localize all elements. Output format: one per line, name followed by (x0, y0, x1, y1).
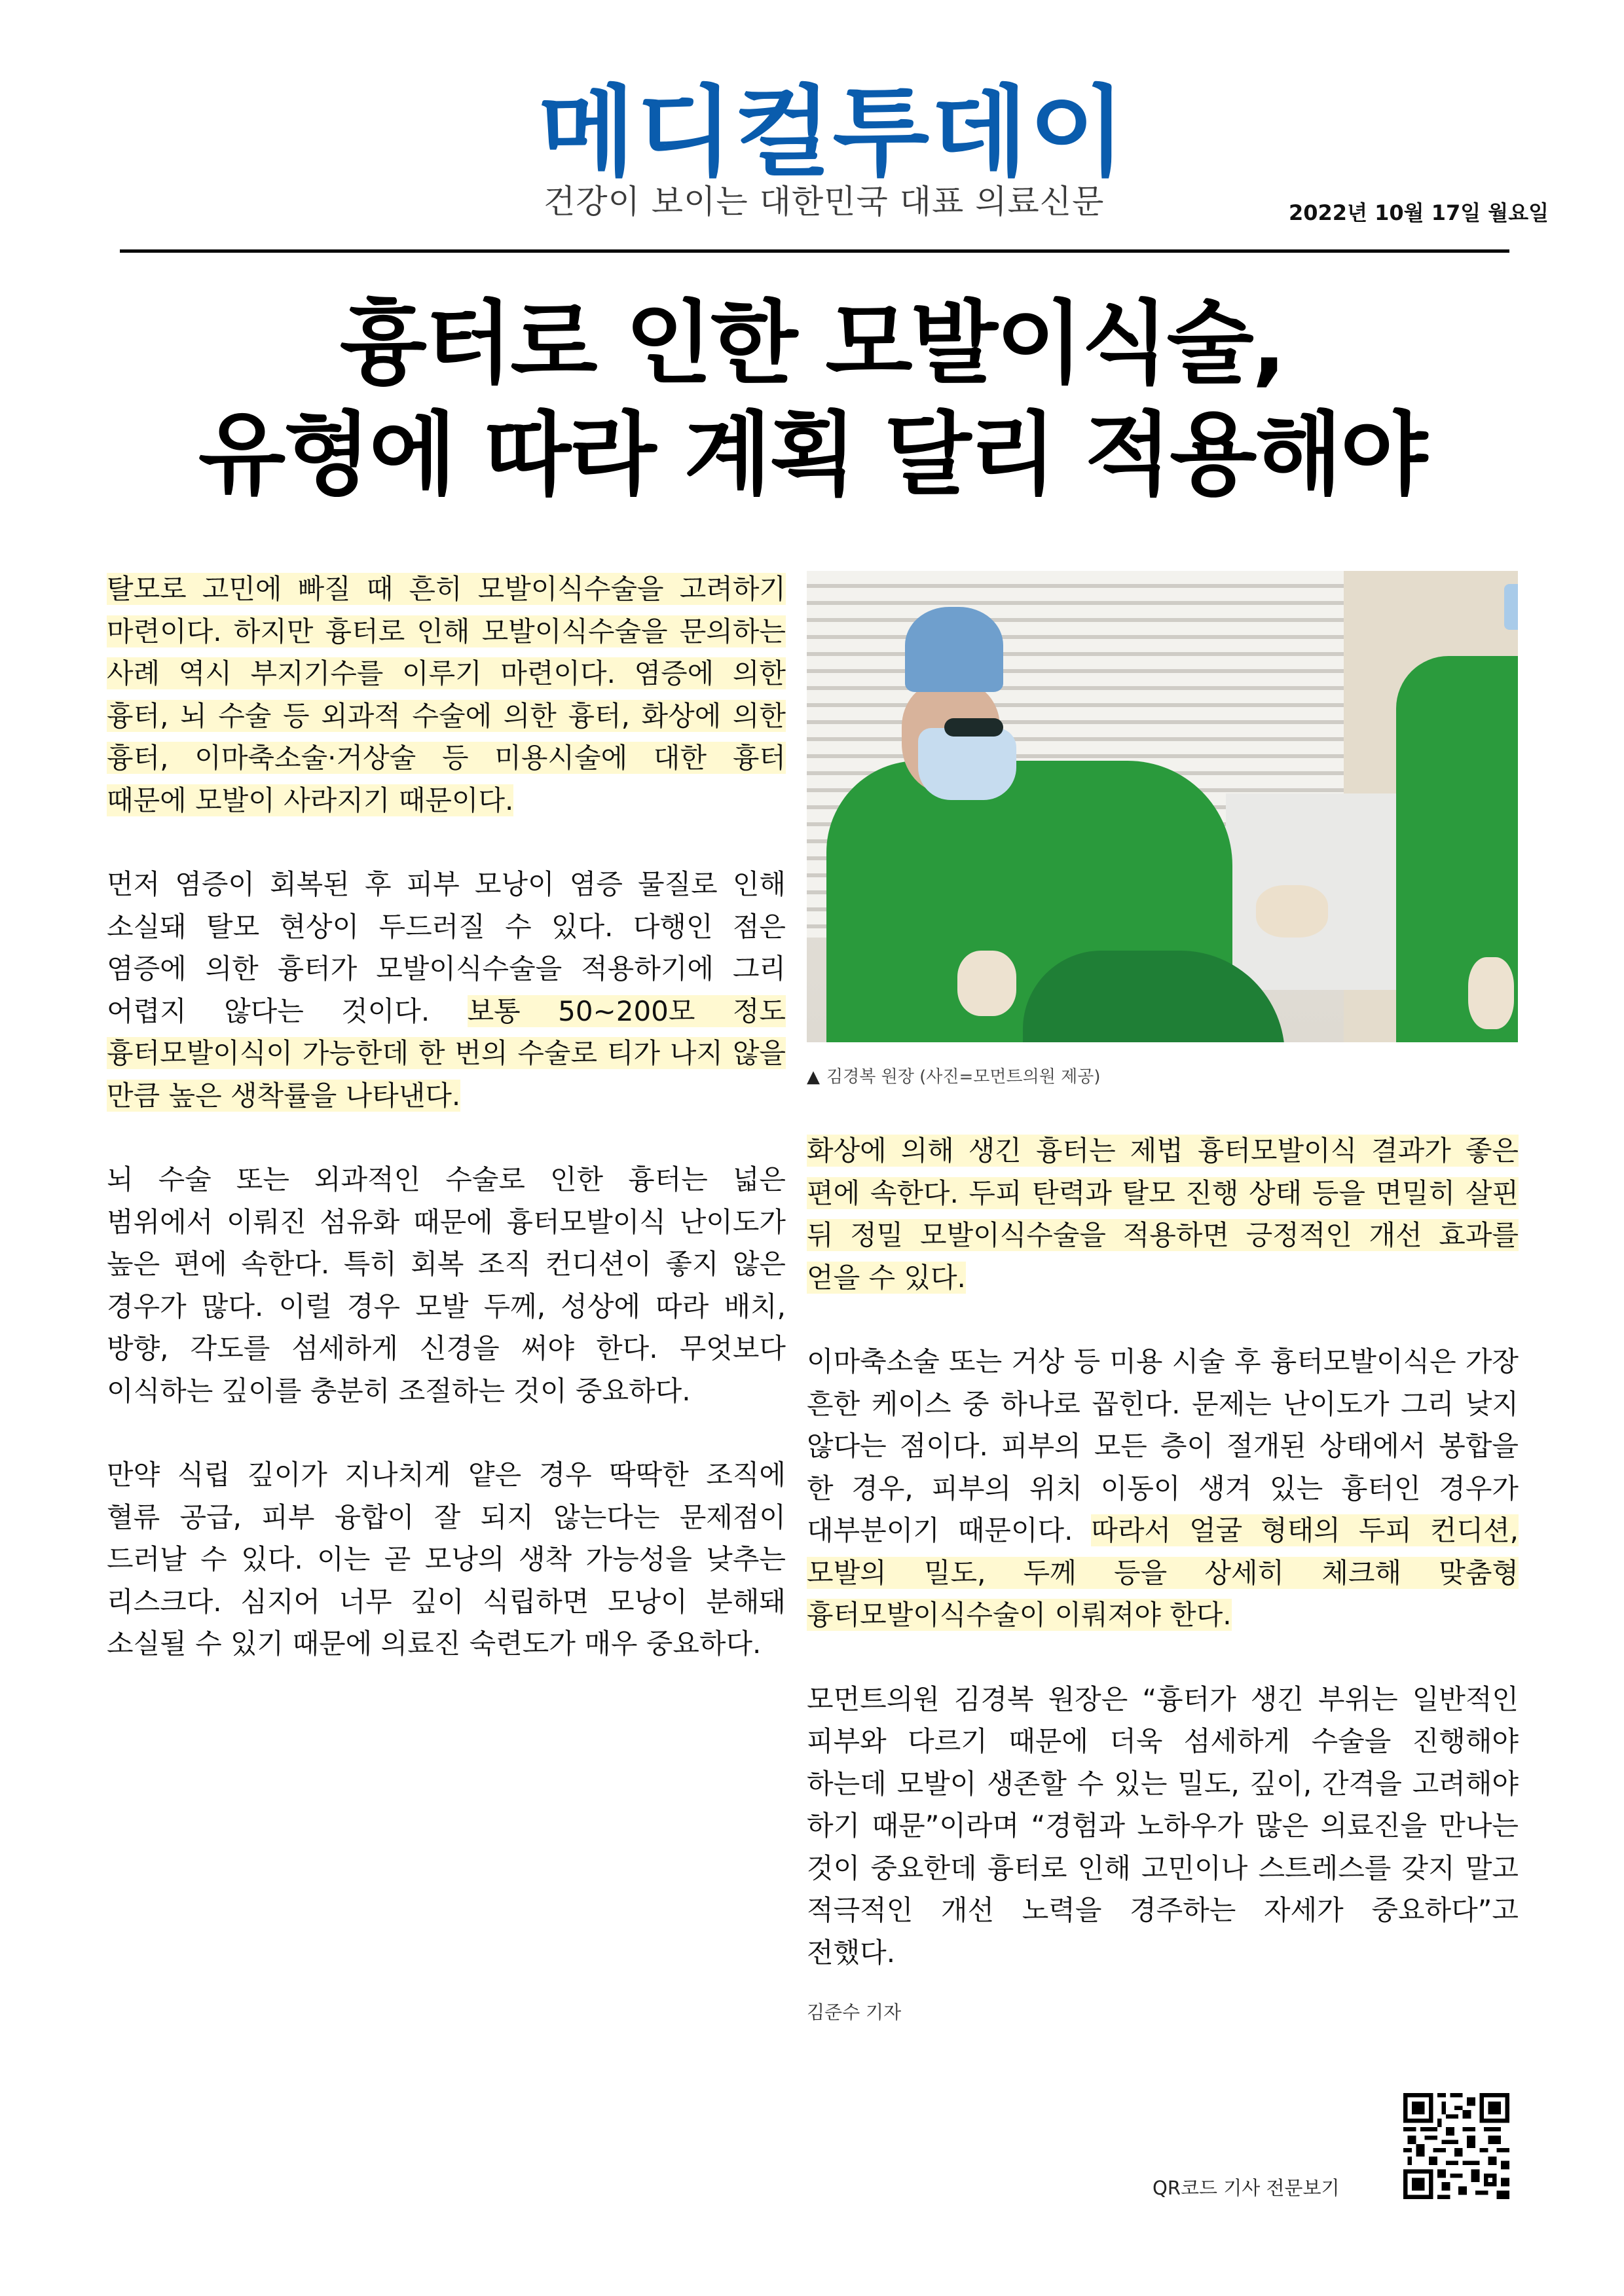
assistant-mask (1504, 584, 1518, 630)
assistant-glove (1256, 885, 1328, 938)
paragraph-6 (807, 1341, 1519, 1637)
body-text: 만약 식립 깊이가 지나치게 얕은 경우 딱딱한 조직에 혈류 공급, 피부 융합이 잘 되지 않는다는 문제점이 드러날 수 있다. 이는 곧 모낭의 생착 가능성을 낮추는 리스크다. 심지어 너무 깊이 식립하면 모낭이 분해돼 소실될 수 있기 때문에 의료진 숙련도가 매우 중요하다. (107, 1459, 786, 1660)
article-right-column (807, 1130, 1519, 2016)
paragraph-4 (107, 1454, 786, 1666)
cabinet (1226, 793, 1422, 990)
qr-code-icon[interactable] (1403, 2093, 1509, 2199)
highlighted-text: 화상에 의해 생긴 흉터는 제법 흉터모발이식 결과가 좋은 편에 속한다. 두피 탄력과 탈모 진행 상태 등을 면밀히 살핀 뒤 정밀 모발이식수술을 적용하면 긍정적인 개선 효과를 얻을 수 있다. (807, 1135, 1519, 1294)
caption-text: 김경복 원장 (사진=모먼트의원 제공) (826, 1067, 1101, 1087)
article-photo (807, 571, 1518, 1042)
issue-date: 2022년 10월 17일 월요일 (1289, 200, 1549, 225)
body-text: 뇌 수술 또는 외과적인 수술로 인한 흉터는 넓은 범위에서 이뤄진 섬유화 때문에 흉터모발이식 난이도가 높은 편에 속한다. 특히 회복 조직 컨디션이 좋지 않은 경우가 많다. 이럴 경우 모발 두께, 성상에 따라 배치, 방향, 각도를 섬세하게 신경을 써야 한다. 무엇보다 이식하는 깊이를 충분히 조절하는 것이 중요하다. (107, 1163, 786, 1407)
paragraph-1 (107, 568, 786, 822)
surgical-cap (905, 607, 1003, 692)
surgical-mask (918, 728, 1016, 800)
surgical-loupe (944, 718, 1003, 737)
paragraph-3 (107, 1159, 786, 1412)
reporter-byline: 김준수 기자 (807, 2001, 902, 2023)
surgeon-glove (957, 951, 1016, 1016)
qr-label: QR코드 기사 전문보기 (1153, 2177, 1340, 2199)
paragraph-5 (807, 1130, 1519, 1299)
assistant-glove-2 (1468, 957, 1514, 1029)
triangle-up-icon: ▲ (807, 1067, 820, 1087)
page-title (118, 288, 1506, 511)
article-left-column (107, 568, 786, 1707)
body-text: 이마축소술 또는 거상 등 미용 시술 후 흉터모발이식은 가장 흔한 케이스 중 하나로 꼽힌다. 문제는 난이도가 그리 낮지 않다는 점이다. 피부의 모든 층이 절개된 상태에서 봉합을 한 경우, 피부의 위치 이동이 생겨 있는 흉터인 경우가 대부분이기 때문이다. (807, 1345, 1519, 1546)
body-text: 먼저 염증이 회복된 후 피부 모낭이 염증 물질로 인해 소실돼 탈모 현상이 두드러질 수 있다. 다행인 점은 염증에 의한 흉터가 모발이식수술을 적용하기에 그리 어렵지 않다는 것이다. (107, 868, 786, 1027)
photo-caption (807, 1063, 1101, 1087)
paragraph-2 (107, 864, 786, 1117)
highlighted-text: 보통 50~200모 정도 흉터모발이식이 가능한데 한 번의 수술로 티가 나지 않을 만큼 높은 생착률을 나타낸다. (107, 994, 786, 1112)
body-text: 모먼트의원 김경복 원장은 “흉터가 생긴 부위는 일반적인 피부와 다르기 때문에 더욱 섬세하게 수술을 진행해야 하는데 모발이 생존할 수 있는 밀도, 깊이, 간격을 고려해야 하기 때문”이라며 “경험과 노하우가 많은 의료진을 만나는 것이 중요한데 흉터로 인해 고민이나 스트레스를 갖지 말고 적극적인 개선 노력을 경주하는 자세가 중요하다”고 전했다. (807, 1683, 1519, 1969)
highlighted-text: 따라서 얼굴 형태의 두피 컨디션, 모발의 밀도, 두께 등을 상세히 체크해 맞춤형 흉터모발이식수술이 이뤄져야 한다. (807, 1514, 1519, 1631)
headline-line-2: 유형에 따라 계획 달리 적용해야 (198, 402, 1426, 507)
highlighted-text: 탈모로 고민에 빠질 때 흔히 모발이식수술을 고려하기 마련이다. 하지만 흉터로 인해 모발이식수술을 문의하는 사례 역시 부지기수를 이루기 마련이다. 염증에 의한 흉터, 뇌 수술 등 외과적 수술에 의한 흉터, 화상에 의한 흉터, 이마축소술·거상술 등 미용시술에 대한 흉터 때문에 모발이 사라지기 때문이다. (107, 573, 786, 816)
masthead-logo: 메디컬투데이 (538, 76, 1128, 190)
masthead-tagline: 건강이 보이는 대한민국 대표 의료신문 (544, 183, 1105, 221)
masthead-divider (120, 249, 1509, 253)
paragraph-7 (807, 1679, 1519, 1975)
headline-line-1: 흉터로 인한 모발이식술, (339, 291, 1285, 396)
